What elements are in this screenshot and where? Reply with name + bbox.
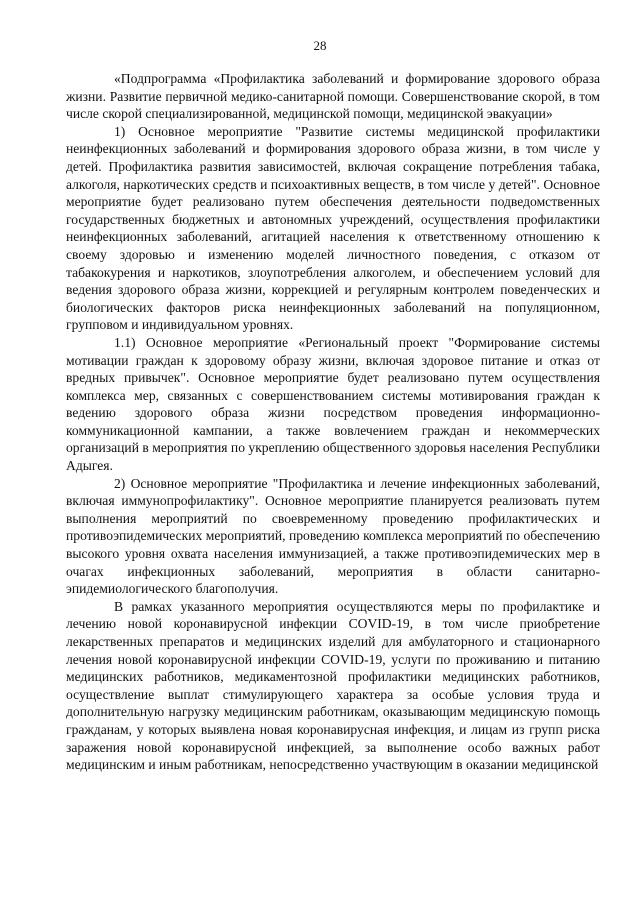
paragraph-covid-measures: В рамках указанного мероприятия осуществляются меры по профилактике и лечению новой коронавирусной инфекции COVID-19, в том числе приобретение лекарственных препаратов и медицинских изделий для амбулаторного и стационарного лечения новой коронавирусной инфекции COVID-19, услуги по проживанию и питанию медицинских работников, медикаментозной профилактики медицинских работников, осуществление выплат стимулирующего характера за особые условия труда и дополнительную нагрузку медицинским работникам, оказывающим медицинскую помощь гражданам, у которых выявлена новая коронавирусная инфекция, и лицам из групп риска заражения новой коронавирусной инфекцией, за выполнение особо важных работ медицинским и иным работникам, непосредственно участвующим в оказании медицинской [66,598,600,773]
paragraph-main-activity-1: 1) Основное мероприятие "Развитие системы медицинской профилактики неинфекционных заболеваний и формирования здорового образа жизни, в том числе у детей. Профилактика развития зависимостей, включая сокращение потребления табака, алкоголя, наркотических средств и психоактивных веществ, в том числе у детей". Основное мероприятие будет реализовано путем обеспечения деятельности подведомственных государственных бюджетных и автономных учреждений, осуществления профилактики неинфекционных заболеваний, агитацией населения к ответственному отношению к своему здоровью и изменению моделей личностного поведения, с отказом от табакокурения и наркотиков, злоупотребления алкоголем, и обеспечением условий для ведения здорового образа жизни, коррекцией и регулярным контролем поведенческих и биологических факторов риска неинфекционных заболеваний на популяционном, групповом и индивидуальном уровнях. [66,123,600,333]
page-number: 28 [313,38,327,53]
paragraph-main-activity-1-1: 1.1) Основное мероприятие «Региональный проект "Формирование системы мотивации граждан к здоровому образу жизни, включая здоровое питание и отказ от вредных привычек". Основное мероприятие будет реализовано путем осуществления комплекса мер, связанных с совершенствованием системы мотивирования граждан к ведению здорового образа жизни посредством проведения информационно-коммуникационной кампании, а также вовлечением граждан и некоммерческих организаций в мероприятия по укреплению общественного здоровья населения Республики Адыгея. [66,334,600,474]
subprogram-heading-paragraph: «Подпрограмма «Профилактика заболеваний и формирование здорового образа жизни. Развитие первичной медико-санитарной помощи. Совершенствование скорой, в том числе скорой специализированной, медицинской помощи, медицинской эвакуации» [66,71,600,122]
paragraph-main-activity-2: 2) Основное мероприятие "Профилактика и лечение инфекционных заболеваний, включая иммунопрофилактику". Основное мероприятие планируется реализовать путем выполнения мероприятий по своевременному проведению профилактических и противоэпидемических мероприятий, проведению комплекса мероприятий по обеспечению высокого уровня охвата населения иммунизацией, а также противоэпидемических мер в очагах инфекционных заболеваний, мероприятия в области санитарно-эпидемиологического благополучия. [66,475,600,597]
document-body [66,70,600,774]
